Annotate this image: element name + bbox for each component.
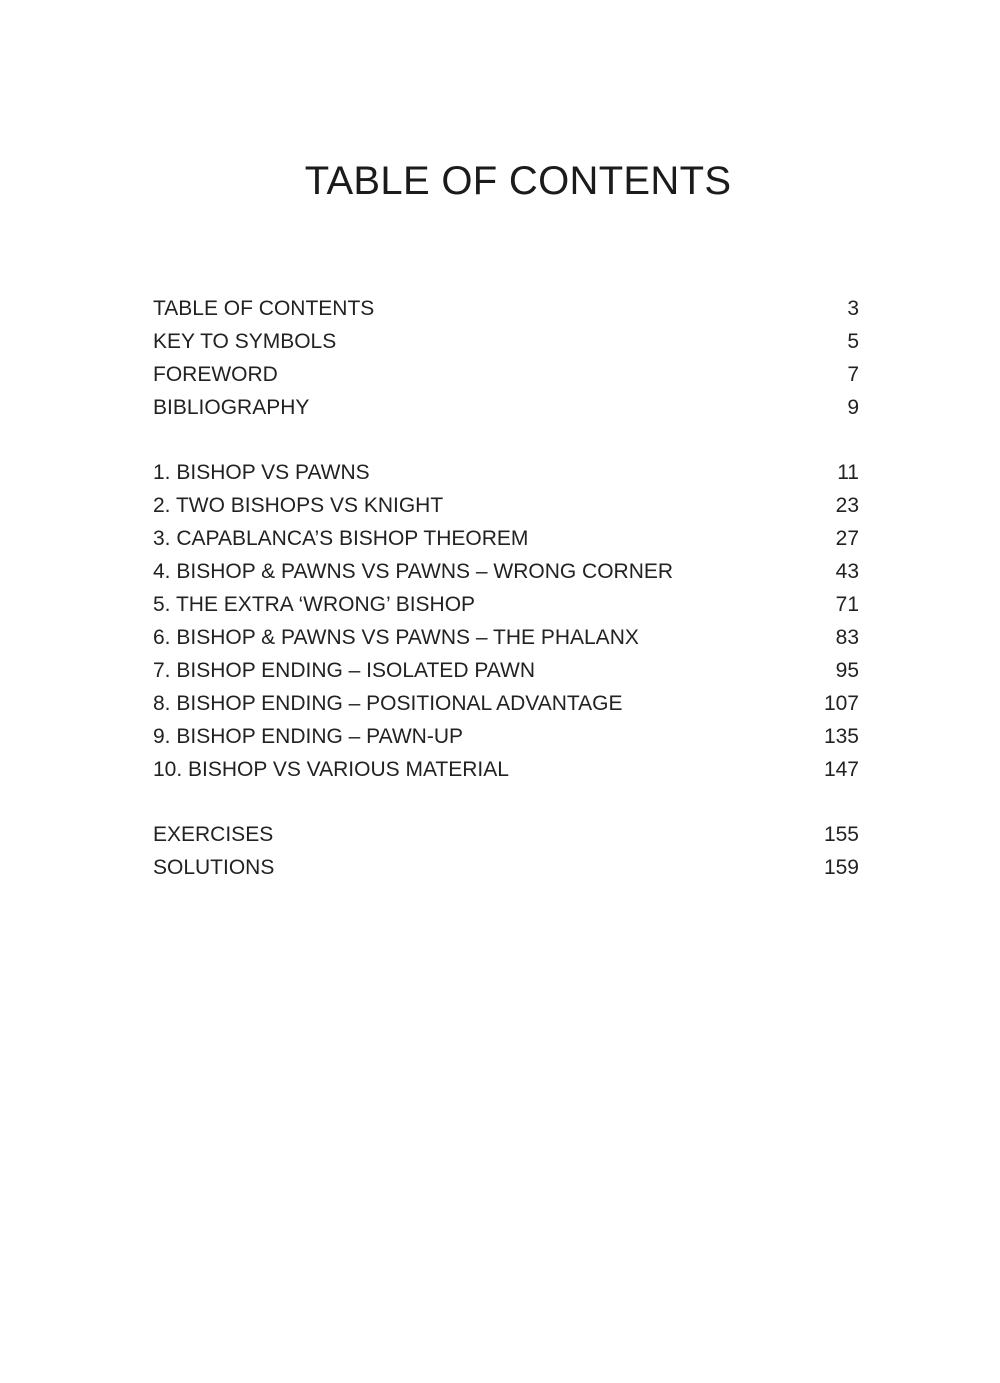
toc-entry[interactable] <box>153 720 859 753</box>
toc-entry-label: TABLE OF CONTENTS <box>153 297 375 320</box>
toc-entry-page: 135 <box>823 725 859 748</box>
toc-entry[interactable] <box>153 325 859 358</box>
page-title: TABLE OF CONTENTS <box>304 159 732 203</box>
toc-entry[interactable] <box>153 489 859 522</box>
toc-entry[interactable] <box>153 851 859 884</box>
toc-group-chapters <box>153 456 859 786</box>
toc-entry-page: 27 <box>835 527 859 550</box>
toc-entry[interactable] <box>153 358 859 391</box>
toc-entry[interactable] <box>153 687 859 720</box>
toc-entry-label: EXERCISES <box>153 823 274 846</box>
toc-entry-page: 11 <box>837 461 859 484</box>
toc-entry-page: 83 <box>835 626 859 649</box>
toc-entry[interactable] <box>153 818 859 851</box>
toc-entry[interactable] <box>153 292 859 325</box>
toc-entry-label: 2. TWO BISHOPS VS KNIGHT <box>153 494 444 517</box>
toc-entry-label: 10. BISHOP VS VARIOUS MATERIAL <box>153 758 509 781</box>
toc-entry[interactable] <box>153 522 859 555</box>
toc-entry-page: 159 <box>823 856 859 879</box>
toc-entry-page: 43 <box>835 560 859 583</box>
toc-entry-page: 3 <box>847 297 859 320</box>
toc-entry-page: 155 <box>823 823 859 846</box>
toc-entry-page: 9 <box>847 396 859 419</box>
toc-entry-page: 7 <box>847 363 859 386</box>
toc-entry-page: 95 <box>835 659 859 682</box>
toc-entry-page: 23 <box>835 494 859 517</box>
toc-entry-label: 4. BISHOP & PAWNS VS PAWNS – WRONG CORNER <box>153 560 674 583</box>
toc-entry-label: FOREWORD <box>153 363 278 386</box>
toc-entry-label: 1. BISHOP VS PAWNS <box>153 461 370 484</box>
toc-entry-label: KEY TO SYMBOLS <box>153 330 337 353</box>
toc-entry-label: 6. BISHOP & PAWNS VS PAWNS – THE PHALANX <box>153 626 639 649</box>
table-of-contents <box>153 292 859 916</box>
toc-entry[interactable] <box>153 621 859 654</box>
toc-entry[interactable] <box>153 456 859 489</box>
toc-entry-label: 9. BISHOP ENDING – PAWN-UP <box>153 725 464 748</box>
toc-entry-label: BIBLIOGRAPHY <box>153 396 310 419</box>
toc-entry[interactable] <box>153 654 859 687</box>
toc-entry-page: 5 <box>847 330 859 353</box>
toc-entry-label: SOLUTIONS <box>153 856 275 879</box>
toc-entry[interactable] <box>153 588 859 621</box>
toc-group-back-matter <box>153 818 859 884</box>
toc-entry-label: 8. BISHOP ENDING – POSITIONAL ADVANTAGE <box>153 692 623 715</box>
toc-entry[interactable] <box>153 555 859 588</box>
toc-entry-label: 7. BISHOP ENDING – ISOLATED PAWN <box>153 659 535 682</box>
toc-entry[interactable] <box>153 391 859 424</box>
toc-entry-label: 3. CAPABLANCA’S BISHOP THEOREM <box>153 527 529 550</box>
toc-entry[interactable] <box>153 753 859 786</box>
toc-group-front-matter <box>153 292 859 424</box>
toc-entry-page: 71 <box>835 593 859 616</box>
toc-entry-page: 147 <box>823 758 859 781</box>
toc-entry-label: 5. THE EXTRA ‘WRONG’ BISHOP <box>153 593 476 616</box>
toc-entry-page: 107 <box>823 692 859 715</box>
